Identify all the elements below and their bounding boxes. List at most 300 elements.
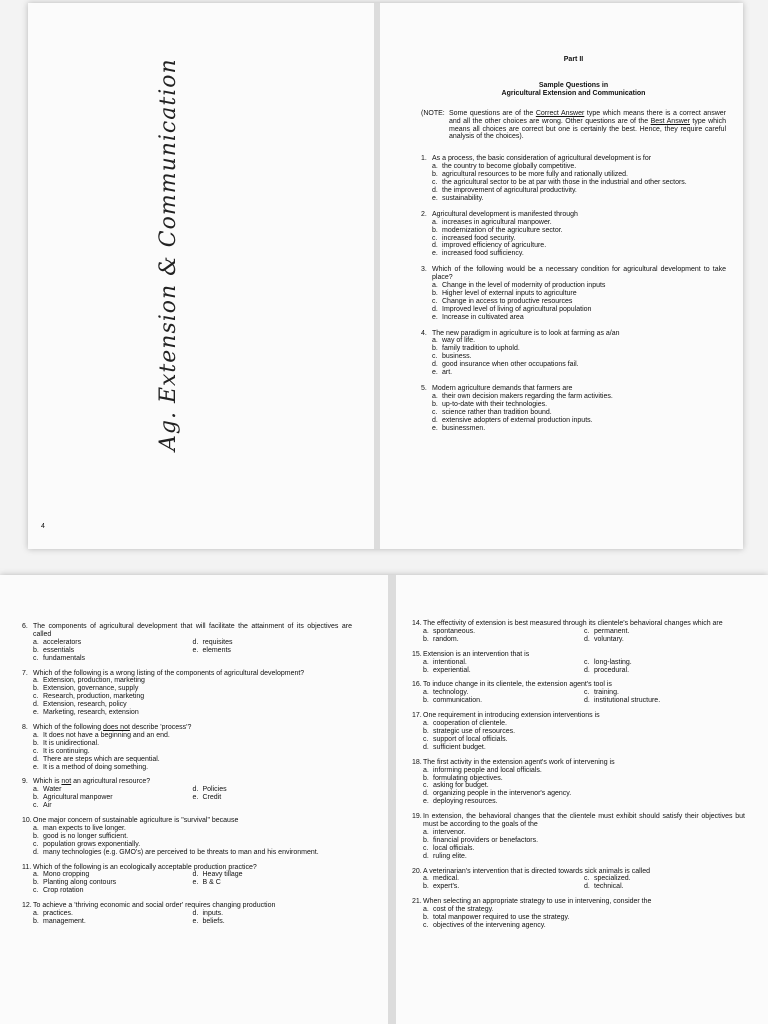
choice-option [423,775,745,783]
choice-option [33,709,352,717]
choice-option [193,655,353,663]
choice-option [423,782,745,790]
choice-option [193,871,353,879]
choice-text: Higher level of external inputs to agriculture [442,289,577,297]
choice-option [423,667,584,675]
question-10 [22,817,352,857]
choice-option [33,740,352,748]
choice-option [423,829,745,837]
choice-letter: c. [432,234,438,242]
question-text-emphasis: not [61,778,72,786]
choice-text: inputs. [202,910,224,918]
choices [423,767,745,807]
choice-text: fundamentals [43,654,86,662]
choice-letter: b. [423,883,429,891]
choice-text: the agricultural sector to be at par with those in the industrial and other sectors. [442,179,687,187]
choice-text: deploying resources. [433,798,498,806]
choice-option [584,667,745,675]
question-text: To achieve a 'thriving economic and social order' requires changing production [33,902,276,910]
choice-text: elements [202,646,231,654]
question-column-top [421,56,726,440]
choice-text: local officials. [433,844,475,852]
choice-text: their own decision makers regarding the farm activities. [442,392,613,400]
choice-letter: e. [192,646,199,654]
choice-letter: e. [33,763,39,771]
choice-text: essentials [43,646,75,654]
choice-text: extensive adopters of external production inputs. [442,416,593,424]
choice-option [432,235,726,243]
choice-letter: b. [33,646,39,654]
choices [33,732,352,772]
choice-option [423,790,745,798]
choice-letter: b. [432,289,438,297]
choice-text: Change in the level of modernity of production inputs [442,282,606,290]
choice-text: It is unidirectional. [43,739,100,747]
choice-text: science rather than tradition bound. [442,408,552,416]
choice-text: increased food security. [442,234,516,242]
choice-option [33,794,193,802]
choice-text: financial providers or benefactors. [433,836,539,844]
question-text: Modern agriculture demands that farmers are [432,385,573,392]
choice-option [584,875,745,883]
choice-text: long-lasting. [594,658,632,666]
choice-option [423,697,584,705]
question-number: 15. [412,650,422,658]
choice-text: the country to become globally competitive. [442,163,577,171]
choice-letter: e. [432,424,438,432]
choice-text: communication. [433,697,483,705]
choice-option [432,409,726,417]
choice-option [423,845,745,853]
choice-letter: e. [432,250,438,258]
choice-text: support of local officials. [433,735,508,743]
choice-letter: c. [584,658,590,666]
choices [423,659,745,675]
choice-text: population grows exponentially. [43,840,141,848]
note-text-c: type which means all choices are correct but one is certainly the best. Hence, they require careful analysis of the choices). [449,117,726,141]
choice-option [33,918,193,926]
choice-option [193,918,353,926]
choice-text: medical. [433,875,460,883]
question-8 [22,724,352,771]
choice-letter: c. [423,735,429,743]
choice-text: intervenor. [433,828,466,836]
question-text-part: describe 'process'? [129,723,192,731]
choice-option [33,701,352,709]
choice-letter: d. [432,242,438,250]
choice-letter: a. [432,163,438,171]
question-19 [412,813,745,860]
choice-text: increases in agricultural manpower. [442,218,552,226]
choice-option [423,689,584,697]
choice-option [33,748,352,756]
choice-letter: c. [432,179,438,187]
choice-option [432,369,726,377]
choices [423,628,745,644]
choice-text: strategic use of resources. [433,727,516,735]
choice-letter: d. [423,743,429,751]
choice-letter: b. [33,918,39,925]
choice-letter: c. [33,654,39,662]
note-label: (NOTE: [421,109,445,117]
choice-letter: a. [423,906,429,914]
choice-text: It is continuing. [43,747,90,755]
question-text-part: Which is [33,778,62,786]
choices [423,720,745,752]
question-text: One requirement in introducing extension interventions is [423,712,600,720]
choice-text: technology. [433,689,469,697]
scan-page-top [28,3,743,549]
question-text [33,724,352,732]
choice-letter: e. [432,313,438,321]
question-text: Agricultural development is manifested through [432,210,578,218]
question-text: The effectivity of extension is best measured through its clientele's behavioral changes which are [423,620,723,627]
note-correct-answer: Correct Answer [535,109,585,117]
choice-option [432,401,726,409]
choice-option [33,693,352,701]
choice-letter: a. [432,337,438,345]
choice-option [423,922,745,930]
choice-text: management. [43,918,86,925]
choice-option [193,879,353,887]
question-text: A veterinarian's intervention that is directed towards sick animals is called [423,867,650,875]
choice-option [33,825,352,833]
choice-option [432,179,726,187]
choice-option [33,910,193,918]
choice-letter: a. [423,627,429,635]
choice-option [33,786,193,794]
choice-letter: b. [33,739,39,747]
choice-letter: c. [33,747,39,755]
choice-option [423,744,745,752]
choice-option [584,659,745,667]
choice-option [193,802,353,810]
choice-letter: b. [423,666,429,674]
choice-option [432,425,726,433]
choice-option [432,417,726,425]
question-text: To induce change in its clientele, the extension agent's tool is [423,681,612,689]
choice-text: asking for budget. [433,782,489,790]
choice-option [432,163,726,171]
choice-text: voluntary. [594,635,624,643]
choice-option [423,767,745,775]
choice-option [33,677,352,685]
choice-option [33,887,193,895]
choice-option [33,871,193,879]
choice-text: good is no longer sufficient. [43,832,129,840]
choice-text: family tradition to uphold. [442,345,520,353]
choice-option [432,187,726,195]
choice-option [193,794,353,802]
question-text: Extension is an intervention that is [423,650,530,658]
choice-text: Heavy tillage [202,871,243,879]
choice-text: art. [442,369,453,377]
question-number: 3. [421,266,427,274]
choice-letter: c. [423,922,429,929]
choices [33,786,352,810]
question-number: 5. [421,385,427,392]
choice-letter: b. [423,914,429,922]
choice-option [432,242,726,250]
question-number: 6. [22,623,28,630]
choice-letter: a. [423,828,429,836]
choice-text: specialized. [594,875,631,883]
choice-letter: d. [584,635,590,643]
choice-letter: b. [423,774,429,782]
choices [432,337,726,377]
choice-text: random. [433,635,459,643]
choice-text: Research, production, marketing [43,693,145,701]
choice-letter: a. [33,871,39,879]
question-number: 16. [412,681,422,689]
question-text [33,778,352,786]
choices [33,871,352,895]
choice-text: permanent. [594,627,630,635]
choices [432,282,726,322]
choices [432,163,726,203]
choices [33,639,352,663]
choice-letter: d. [192,786,199,794]
choice-text: Mono cropping [43,871,90,879]
choice-letter: a. [33,786,39,794]
choice-text: many technologies (e.g. GMO's) are perceived to be threats to man and his environment. [43,848,319,856]
question-text: Which of the following is a wrong listing of the components of agricultural development? [33,669,305,677]
question-number: 18. [412,758,422,766]
choice-text: expert's. [433,883,460,891]
choice-letter: b. [432,226,438,234]
choices [33,677,352,717]
question-text: Which of the following would be a necessary condition for agricultural development to take place? [432,266,726,282]
choices [432,393,726,433]
choice-letter: c. [33,693,39,701]
question-column-left [22,623,352,933]
section-title-line2: Agricultural Extension and Communication [501,89,646,97]
choice-option [193,639,353,647]
choice-letter: d. [33,848,39,856]
choice-letter: d. [432,416,438,424]
choice-text: Credit [202,794,222,802]
choice-text: man expects to live longer. [43,824,126,832]
choice-letter: e. [423,798,429,806]
choices [423,875,745,891]
choice-letter: d. [192,910,199,918]
choice-option [432,219,726,227]
choice-letter: e. [432,369,438,377]
question-5 [421,385,726,432]
choice-letter: e. [33,709,39,717]
choice-letter: e. [192,794,199,802]
choice-letter: b. [33,879,39,887]
question-text-emphasis: does not [103,723,130,731]
choice-text: Water [43,786,62,794]
note-text-b: type which means there is a correct answer and all the other choices are wrong. Other questions are of the [449,109,726,125]
question-text: The first activity in the extension agent's work of intervening is [423,758,615,766]
choice-letter: d. [192,638,199,646]
choice-text: Improved level of living of agricultural population [442,305,592,313]
question-number: 10. [22,817,32,825]
choice-option [193,786,353,794]
question-number: 8. [22,723,28,731]
choice-text: experiential. [433,666,471,674]
choice-letter: c. [33,802,39,810]
choice-option [432,195,726,203]
choice-letter: b. [423,635,429,643]
choice-text: Agricultural manpower [43,794,113,802]
question-4 [421,330,726,377]
question-11 [22,864,352,896]
choice-option [432,353,726,361]
question-9 [22,778,352,810]
question-14 [412,620,745,644]
question-text: One major concern of sustainable agriculture is "survival" because [33,817,239,825]
choice-letter: c. [33,840,39,848]
choice-letter: a. [33,731,39,739]
choice-text: increased food sufficiency. [442,250,524,258]
choice-option [432,345,726,353]
question-number: 9. [22,778,28,786]
question-number: 12. [22,902,32,910]
choice-text: Planting along contours [43,879,117,887]
choice-letter: d. [192,871,199,879]
choice-text: technical. [594,883,624,891]
question-number: 14. [412,620,422,627]
choice-text: business. [442,353,472,361]
choice-text: modernization of the agriculture sector. [442,226,563,234]
choice-letter: b. [432,400,438,408]
choice-text: Crop rotation [43,887,84,895]
question-15 [412,651,745,675]
choice-text: total manpower required to use the strategy. [433,914,570,922]
choice-option [584,697,745,705]
choice-letter: c. [584,627,590,635]
choice-option [423,853,745,861]
choice-option [193,647,353,655]
choice-letter: c. [432,408,438,416]
choice-letter: a. [432,218,438,226]
choice-letter [193,655,203,663]
choice-text: Extension, production, marketing [43,677,145,685]
choice-option [423,914,745,922]
choice-option [432,314,726,322]
choices [423,906,745,930]
choice-option [432,393,726,401]
choice-text: objectives of the intervening agency. [433,922,546,929]
choice-letter: c. [33,887,39,895]
choice-text: up-to-date with their technologies. [442,400,548,408]
choice-letter: a. [432,392,438,400]
choice-letter: d. [432,186,438,194]
choice-option [33,685,352,693]
choice-option [432,298,726,306]
question-number: 17. [412,712,422,720]
choice-text: Change in access to productive resources [442,297,573,305]
choice-letter: d. [432,305,438,313]
choice-letter: d. [584,883,590,891]
choice-text: Policies [202,786,227,794]
choice-option [423,883,584,891]
choice-letter: c. [432,297,438,305]
choice-option [193,887,353,895]
question-1 [421,155,726,202]
choice-text: Increase in cultivated area [442,313,524,321]
choice-option [423,906,745,914]
choice-option [33,764,352,772]
choice-letter: e. [192,918,199,925]
choice-option [432,361,726,369]
choice-letter: a. [423,766,429,774]
choice-text: formulating objectives. [433,774,503,782]
page-fold-shadow [374,3,380,549]
choice-letter: b. [423,836,429,844]
question-text: When selecting an appropriate strategy to use in intervening, consider the [423,898,652,906]
choice-text: accelerators [43,638,82,646]
choice-option [423,628,584,636]
choice-text: cooperation of clientele. [433,720,507,728]
choice-letter: b. [432,171,438,179]
choice-option [33,879,193,887]
question-text: As a process, the basic consideration of agricultural development is for [432,155,652,163]
choices [423,829,745,861]
choice-option [584,628,745,636]
choice-letter: e. [432,194,438,202]
choice-option [33,802,193,810]
choice-option [432,250,726,258]
choice-option [423,659,584,667]
question-18 [412,759,745,806]
choice-letter: d. [584,666,590,674]
question-3 [421,266,726,321]
choice-text: Extension, governance, supply [43,685,139,693]
question-text-part: an agricultural resource? [71,778,151,786]
choice-text: sufficient budget. [433,743,486,751]
choice-letter: c. [584,875,590,883]
choice-option [33,849,352,857]
question-number: 21. [412,898,422,906]
choices [423,689,745,705]
choice-text: Air [43,802,52,810]
scan-page-bottom [0,575,768,1024]
choice-letter [193,887,203,895]
choice-option [193,910,353,918]
choice-letter: a. [423,875,429,883]
choice-option [33,639,193,647]
choices [33,825,352,857]
choice-option [584,883,745,891]
choice-option [423,798,745,806]
choice-letter: b. [33,794,39,802]
question-number: 11. [22,863,32,871]
choice-text: improved efficiency of agriculture. [442,242,547,250]
choice-option [33,833,352,841]
choice-letter: a. [423,658,429,666]
choice-text: requisites [202,638,233,646]
choice-letter: a. [33,910,39,918]
choice-letter: a. [33,824,39,832]
question-2 [421,211,726,258]
choice-text: Marketing, research, extension [43,709,139,717]
choice-option [432,282,726,290]
question-text-part: Which of the following [33,723,104,731]
choice-text: practices. [43,910,73,918]
handwritten-subject-note: Ag. Extension & Communication [156,58,181,451]
question-6 [22,623,352,663]
choice-text: Extension, research, policy [43,701,127,709]
choice-text: ruling elite. [433,852,467,860]
note-best-answer: Best Answer [650,117,690,125]
choice-option [33,841,352,849]
choice-text: sustainability. [442,194,484,202]
choice-letter: c. [584,689,590,697]
